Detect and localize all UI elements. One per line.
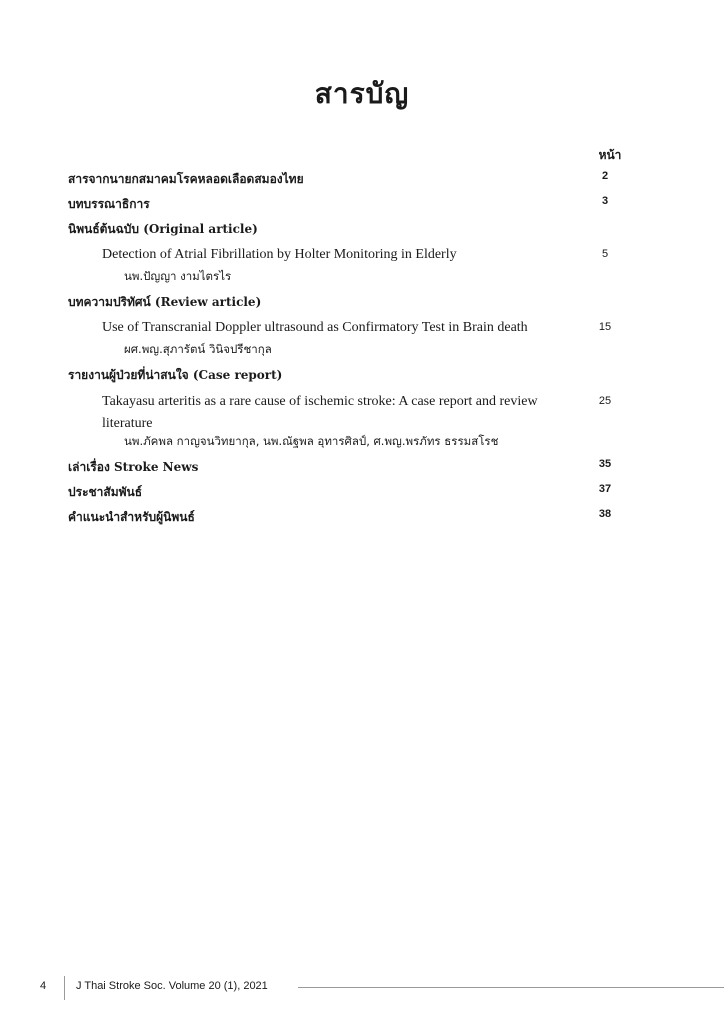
page-title: สารบัญ xyxy=(314,77,410,110)
toc-section-review-article xyxy=(68,293,638,317)
toc-section-label: รายงานผู้ป่วยที่น่าสนใจ (Case report) xyxy=(68,368,283,382)
toc-section-label: ประชาสัมพันธ์ xyxy=(68,485,143,499)
toc-article-title: Takayasu arteritis as a rare cause of ischemic stroke: A case report and review xyxy=(102,394,538,409)
toc-page-number: 25 xyxy=(598,395,612,407)
toc-article-title: Detection of Atrial Fibrillation by Holter Monitoring in Elderly xyxy=(102,247,457,262)
toc-section-label: คำแนะนำสำหรับผู้นิพนธ์ xyxy=(68,510,195,524)
toc-article-title-continued: literature xyxy=(102,416,153,431)
toc-article-takayasu-cont xyxy=(68,413,638,433)
toc-authors-doppler xyxy=(68,341,638,366)
footer-journal-citation: J Thai Stroke Soc. Volume 20 (1), 2021 xyxy=(76,980,268,992)
footer-rule xyxy=(298,987,724,988)
toc-authors: นพ.ภัคพล กาญจนวิทยากุล, นพ.ณัฐพล อุทารศิลป์, ศ.พญ.พรภัทร ธรรมสโรช xyxy=(124,434,499,448)
page-footer xyxy=(0,976,724,1000)
toc-section-original-article xyxy=(68,220,638,244)
toc-authors: ผศ.พญ.สุภารัตน์ วินิจปรีชากุล xyxy=(124,342,272,356)
toc-page-number: 38 xyxy=(598,508,612,520)
toc-article-doppler xyxy=(68,317,638,341)
toc-authors-takayasu xyxy=(68,433,638,458)
toc-authors: นพ.ปัญญา งามไตรไร xyxy=(124,269,232,283)
toc-section-public-relations xyxy=(68,483,638,508)
toc-section-label: บทบรรณาธิการ xyxy=(68,197,150,211)
page-column-header: หน้า xyxy=(598,148,622,162)
toc-section-label: นิพนธ์ต้นฉบับ (Original article) xyxy=(68,222,258,236)
toc-page-number: 5 xyxy=(601,248,609,260)
toc-section-author-guidelines xyxy=(68,508,638,533)
toc-section-label: บทความปริทัศน์ (Review article) xyxy=(68,295,262,309)
toc-article-title: Use of Transcranial Doppler ultrasound as Confirmatory Test in Brain death xyxy=(102,320,528,335)
footer-page-number: 4 xyxy=(40,980,47,992)
toc-page-number: 3 xyxy=(601,195,609,207)
toc-authors-holter xyxy=(68,268,638,293)
footer-divider xyxy=(64,976,65,1000)
toc-section-editorial xyxy=(68,195,638,220)
toc-section-label: เล่าเรื่อง Stroke News xyxy=(68,460,199,474)
toc-section-stroke-news xyxy=(68,458,638,483)
toc-article-takayasu xyxy=(68,391,638,413)
toc-page-number: 35 xyxy=(598,458,612,470)
toc-section-president-message xyxy=(68,170,638,195)
toc-page-number: 15 xyxy=(598,321,612,333)
toc-article-holter xyxy=(68,244,638,268)
toc-page-number: 37 xyxy=(598,483,612,495)
toc-section-label: สารจากนายกสมาคมโรคหลอดเลือดสมองไทย xyxy=(68,172,304,186)
toc-section-case-report xyxy=(68,366,638,391)
table-of-contents xyxy=(68,170,638,533)
toc-page-number: 2 xyxy=(601,170,609,182)
